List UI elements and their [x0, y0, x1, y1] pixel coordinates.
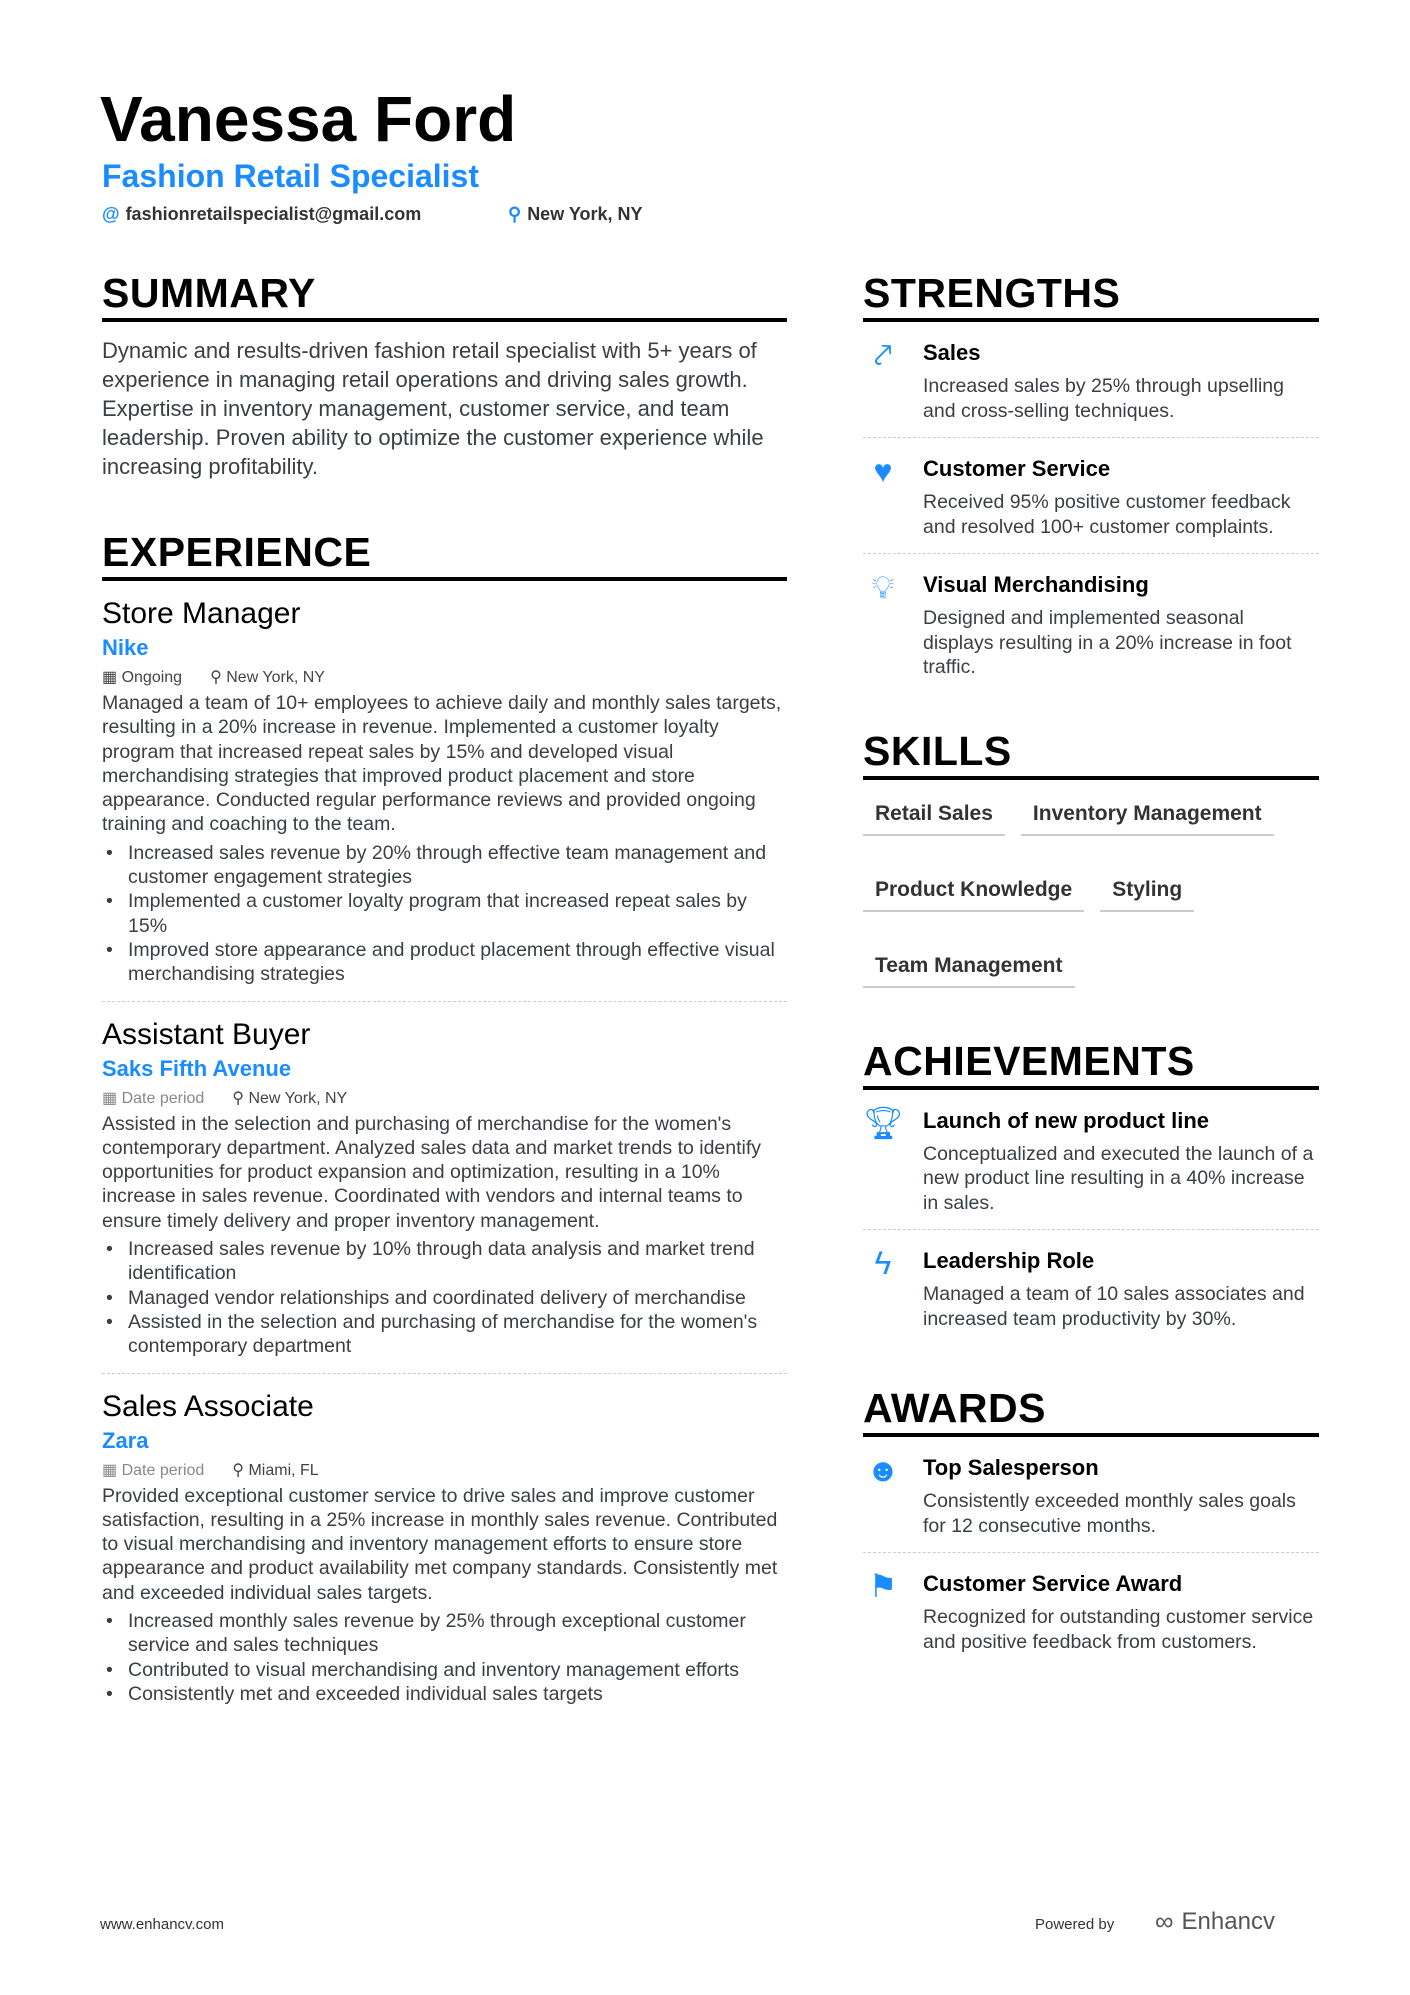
strengths-item [863, 322, 1319, 438]
summary-text: Dynamic and results-driven fashion retail specialist with 5+ years of experience in managing retail operations and driving sales growth. Expertise in inventory management, customer service, and team leadership. Proven ability to optimize the customer experience while increasing profitability. [102, 338, 764, 479]
item-description: Increased sales by 25% through upselling and cross-selling techniques. [923, 375, 1284, 422]
bullet-item: • Contributed to visual merchandising and inventory management efforts [102, 1658, 787, 1682]
item-description: Designed and implemented seasonal displays resulting in a 20% increase in foot traffic. [923, 607, 1292, 678]
job-bullets [102, 1237, 787, 1358]
date [102, 1088, 204, 1108]
date-text: Ongoing [121, 669, 183, 686]
location-pin-icon: ⚲ [232, 1461, 245, 1479]
lightbulb-icon: 💡︎ [871, 569, 895, 605]
strengths-section [863, 270, 1319, 694]
date-text: Date period [121, 1089, 205, 1107]
location-text: Miami, FL [248, 1461, 319, 1479]
skill-tag: Team Management [863, 948, 1075, 988]
bullet-item: • Implemented a customer loyalty program that increased repeat sales by 15% [102, 889, 787, 938]
brand-name: Enhancv [1181, 1907, 1275, 1935]
job-company: Zara [102, 1427, 149, 1453]
awards-item [863, 1437, 1319, 1553]
bullet-item: • Improved store appearance and product placement through effective visual merchandising strategies [102, 938, 787, 987]
skill-tag: Product Knowledge [863, 872, 1084, 912]
candidate-title: Fashion Retail Specialist [102, 158, 479, 194]
email-text: fashionretailspecialist@gmail.com [125, 204, 422, 224]
strategy-icon: ⤤ [873, 337, 893, 373]
job-bullets [102, 841, 787, 987]
section-heading: SKILLS [863, 728, 1319, 780]
location-pin-icon: ⚲ [232, 1089, 245, 1107]
location-text: New York, NY [248, 1089, 348, 1107]
job-meta [102, 667, 787, 687]
item-title: Top Salesperson [923, 1455, 1099, 1480]
right-column [863, 270, 1319, 1668]
job-meta [102, 1088, 787, 1108]
date [102, 1460, 204, 1480]
candidate-name: Vanessa Ford [100, 83, 517, 155]
job-role: Assistant Buyer [102, 1017, 311, 1051]
experience-section [102, 529, 787, 1720]
job-role: Store Manager [102, 597, 301, 630]
awards-item [863, 1553, 1319, 1668]
section-heading: SUMMARY [102, 270, 787, 322]
bullet-item: • Increased monthly sales revenue by 25% through exceptional customer service and sales techniques [102, 1609, 787, 1658]
heart-icon: ♥ [873, 453, 893, 489]
lightning-icon: ϟ [874, 1245, 892, 1281]
summary-section [102, 270, 787, 481]
job-description: Assisted in the selection and purchasing of merchandise for the women's contemporary department. Analyzed sales data and market trends to identify opportunities for product expansion and optimization, resulting in a 10% increase in sales revenue. Coordinated with vendors and internal teams to ensure timely delivery and proper inventory management. [102, 1112, 762, 1232]
location-contact [508, 204, 643, 225]
strengths-item [863, 438, 1319, 554]
achievements-item [863, 1230, 1319, 1345]
trophy-icon: 🏆︎ [863, 1104, 904, 1141]
item-description: Conceptualized and executed the launch of a new product line resulting in a 40% increase in sales. [923, 1142, 1314, 1214]
section-heading: AWARDS [863, 1385, 1319, 1437]
item-title: Leadership Role [923, 1248, 1095, 1273]
left-column [102, 270, 787, 1720]
bullet-item: • Managed vendor relationships and coordinated delivery of merchandise [102, 1286, 787, 1310]
section-heading: STRENGTHS [863, 270, 1319, 322]
powered-by: Powered by [1035, 1916, 1115, 1933]
item-title: Customer Service [923, 456, 1111, 481]
enhancv-logo-icon: ∞ [1155, 1906, 1174, 1936]
awards-section [863, 1385, 1319, 1668]
job-company: Saks Fifth Avenue [102, 1055, 292, 1081]
calendar-icon: ▦ [102, 669, 118, 686]
location [210, 667, 325, 687]
skill-tag: Styling [1100, 872, 1194, 912]
location-pin-icon: ⚲ [210, 669, 222, 686]
location-pin-icon: ⚲ [508, 204, 522, 224]
job-description: Provided exceptional customer service to drive sales and improve customer satisfaction, resulting in a 25% increase in monthly sales revenue. Contributed to visual merchandising and inventory management efforts to ensure store appearance and product availability met company standards. Consistently met and exceeded individual sales targets. [102, 1484, 778, 1604]
calendar-icon: ▦ [102, 1461, 118, 1479]
strengths-item [863, 554, 1319, 694]
job-entry [102, 581, 787, 1002]
section-heading: ACHIEVEMENTS [863, 1038, 1319, 1090]
skill-tag: Retail Sales [863, 796, 1005, 836]
job-meta [102, 1460, 787, 1480]
item-title: Sales [923, 340, 981, 365]
bullet-item: • Assisted in the selection and purchasing of merchandise for the women's contemporary department [102, 1310, 787, 1359]
calendar-icon: ▦ [102, 1089, 118, 1107]
location-text: New York, NY [527, 204, 643, 224]
item-title: Launch of new product line [923, 1107, 1209, 1133]
item-description: Consistently exceeded monthly sales goals for 12 consecutive months. [923, 1490, 1296, 1537]
skill-tag: Inventory Management [1021, 796, 1274, 836]
section-heading: EXPERIENCE [102, 529, 787, 581]
footer-url[interactable]: www.enhancv.com [100, 1916, 224, 1933]
job-description: Managed a team of 10+ employees to achieve daily and monthly sales targets, resulting in a 20% increase in revenue. Implemented a customer loyalty program that increased repeat sales by 15% and developed visual merchandising strategies that improved product placement and store appearance. Conducted regular performance reviews and provided ongoing training and coaching to the team. [102, 692, 782, 836]
item-description: Recognized for outstanding customer service and positive feedback from customers. [923, 1606, 1314, 1653]
location [232, 1088, 347, 1108]
bullet-item: • Increased sales revenue by 20% through effective team management and customer engagement strategies [102, 841, 787, 890]
job-role: Sales Associate [102, 1389, 314, 1423]
job-bullets [102, 1609, 787, 1706]
location [232, 1460, 318, 1480]
enhancv-logo[interactable] [1155, 1906, 1275, 1937]
at-icon: @ [102, 204, 120, 224]
job-company: Nike [102, 635, 149, 660]
location-text: New York, NY [226, 669, 325, 686]
date-text: Date period [121, 1461, 205, 1479]
item-description: Managed a team of 10 sales associates and increased team productivity by 30%. [923, 1283, 1305, 1330]
flag-icon: ⚑ [868, 1568, 898, 1604]
job-entry [102, 1002, 787, 1374]
email-contact[interactable] [102, 204, 421, 225]
item-title: Customer Service Award [923, 1571, 1183, 1596]
head-icon: ☻ [866, 1452, 900, 1488]
skills-section [863, 728, 1319, 988]
achievements-section [863, 1038, 1319, 1346]
item-title: Visual Merchandising [923, 572, 1149, 597]
bullet-item: • Consistently met and exceeded individual sales targets [102, 1682, 787, 1706]
achievements-item [863, 1090, 1319, 1231]
bullet-item: • Increased sales revenue by 10% through data analysis and market trend identification [102, 1237, 787, 1286]
date [102, 667, 182, 687]
job-entry [102, 1374, 787, 1721]
item-description: Received 95% positive customer feedback and resolved 100+ customer complaints. [923, 491, 1291, 538]
